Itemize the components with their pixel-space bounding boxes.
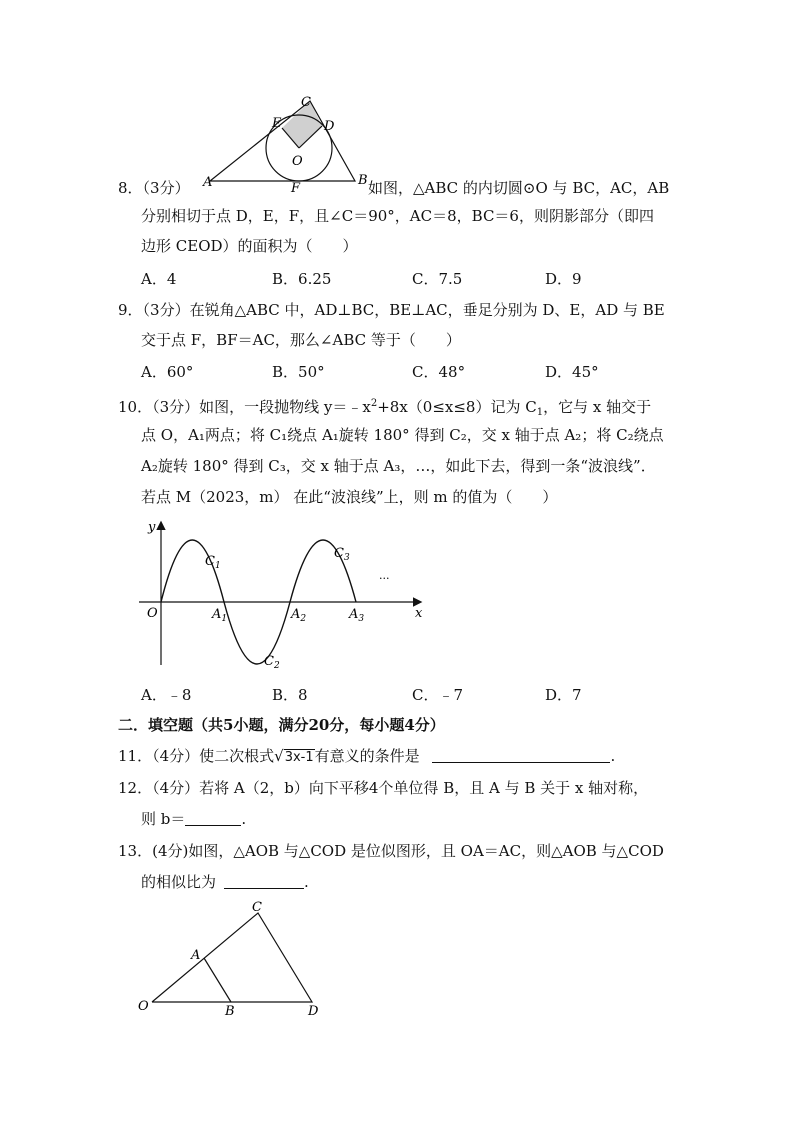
section2-title: 二．填空题（共5小题，满分20分，每小题4分） xyxy=(118,716,445,734)
q10-label-a3: $A_3$ xyxy=(349,607,365,624)
q8-figure xyxy=(195,92,375,194)
q9-line2: 交于点 F，BF＝AC，那么∠ABC 等于（ ） xyxy=(141,331,461,349)
q13-triangle-cod xyxy=(152,913,312,1002)
q12-answer-blank[interactable] xyxy=(185,811,241,826)
q9-option-a[interactable]: A．60° xyxy=(141,363,194,381)
q10-line1-b: +8x（0≤x≤8）记为 C xyxy=(377,398,537,416)
q10-option-a[interactable]: A．﹣8 xyxy=(141,686,192,704)
q9-option-c[interactable]: C．48° xyxy=(412,363,466,381)
q13-line2-text: 的相似比为 xyxy=(141,873,217,891)
q13-segment-ab xyxy=(204,958,231,1002)
q8-label-a: A xyxy=(203,175,213,190)
q8-label-e: E xyxy=(272,116,282,131)
q8-label-f: F xyxy=(291,181,301,194)
q13-label-d: D xyxy=(308,1004,319,1019)
q8-option-a[interactable]: A．4 xyxy=(141,270,177,288)
q12-line1: 12．（4分）若将 A（2，b）向下平移4个单位得 B，且 A 与 B 关于 x 轴对称， xyxy=(118,779,649,797)
q8-option-d[interactable]: D．9 xyxy=(545,270,582,288)
q8-triangle xyxy=(210,101,355,181)
q8-number: 8．（3分） xyxy=(118,179,190,197)
q13-label-b: B xyxy=(225,1004,235,1019)
q8-label-o: O xyxy=(292,154,303,169)
q10-label-c1: $C_1$ xyxy=(205,554,221,571)
q12-end: . xyxy=(241,810,247,828)
q10-label-c2: $C_2$ xyxy=(264,654,280,671)
q11-answer-blank[interactable] xyxy=(432,748,610,763)
q8-line1: 如图，△ABC 的内切圆⊙O 与 BC，AC，AB xyxy=(368,179,670,197)
q10-x-label: x xyxy=(415,606,423,621)
q10-option-c[interactable]: C．﹣7 xyxy=(412,686,464,704)
q8-label-c: C xyxy=(301,95,311,110)
q11-radicand: 3x-1 xyxy=(284,750,314,765)
q13-label-a: A xyxy=(191,948,201,963)
q11-line xyxy=(118,746,615,768)
q13-label-o: O xyxy=(138,999,149,1014)
q10-ellipsis: ... xyxy=(379,569,390,582)
q10-line3: A₂旋转 180° 得到 C₃，交 x 轴于点 A₃，…，如此下去，得到一条“波浪线”． xyxy=(141,457,656,475)
q8-option-c[interactable]: C．7.5 xyxy=(412,270,463,288)
q12-line2 xyxy=(141,809,246,829)
q13-figure xyxy=(130,898,330,1020)
q11-end: . xyxy=(610,747,616,765)
q8-line3: 边形 CEOD）的面积为（ ） xyxy=(141,237,358,255)
q9-option-b[interactable]: B．50° xyxy=(272,363,325,381)
q11-text-a: 11．（4分）使二次根式 xyxy=(118,747,275,765)
q12-line2-text: 则 b＝ xyxy=(141,810,186,828)
q11-radical-sign: √ xyxy=(274,747,284,765)
q10-line1-sub: 1 xyxy=(536,407,544,418)
q11-text-b: 有意义的条件是 xyxy=(314,747,420,765)
q10-label-a1: $A_1$ xyxy=(212,607,228,624)
q10-y-label: y xyxy=(148,520,156,535)
q10-label-c3: $C_3$ xyxy=(334,546,350,563)
q10-line1-a: 10．（3分）如图，一段抛物线 y＝﹣x xyxy=(118,398,371,416)
q10-line1 xyxy=(118,394,651,423)
q13-line1: 13．(4分)如图，△AOB 与△COD 是位似图形，且 OA＝AC，则△AOB 与△COD xyxy=(118,842,664,860)
q10-label-a2: $A_2$ xyxy=(291,607,307,624)
q10-line2: 点 O，A₁两点；将 C₁绕点 A₁旋转 180° 得到 C₂，交 x 轴于点 A₂；将 C₂绕点 xyxy=(141,426,664,444)
q10-option-d[interactable]: D．7 xyxy=(545,686,582,704)
q10-line1-c: ，它与 x 轴交于 xyxy=(543,398,652,416)
q10-option-b[interactable]: B．8 xyxy=(272,686,308,704)
q8-label-d: D xyxy=(324,119,335,134)
q10-line4: 若点 M（2023，m） 在此“波浪线”上，则 m 的值为（ ） xyxy=(141,488,558,506)
q9-line1: 9．（3分）在锐角△ABC 中，AD⊥BC，BE⊥AC，垂足分别为 D、E，AD 与 BE xyxy=(118,301,665,319)
q8-line2: 分别相切于点 D，E，F，且∠C＝90°，AC＝8，BC＝6，则阴影部分（即四 xyxy=(141,207,654,225)
q10-origin-label: O xyxy=(147,606,158,621)
q13-label-c: C xyxy=(252,900,262,915)
q9-option-d[interactable]: D．45° xyxy=(545,363,599,381)
q13-answer-blank[interactable] xyxy=(224,874,304,889)
q13-end: . xyxy=(304,873,309,891)
q13-line2 xyxy=(141,872,309,892)
q10-line1-sup: 2 xyxy=(370,398,378,409)
q10-figure xyxy=(135,515,435,675)
q8-option-b[interactable]: B．6.25 xyxy=(272,270,332,288)
q8-label-b: B xyxy=(358,173,368,188)
